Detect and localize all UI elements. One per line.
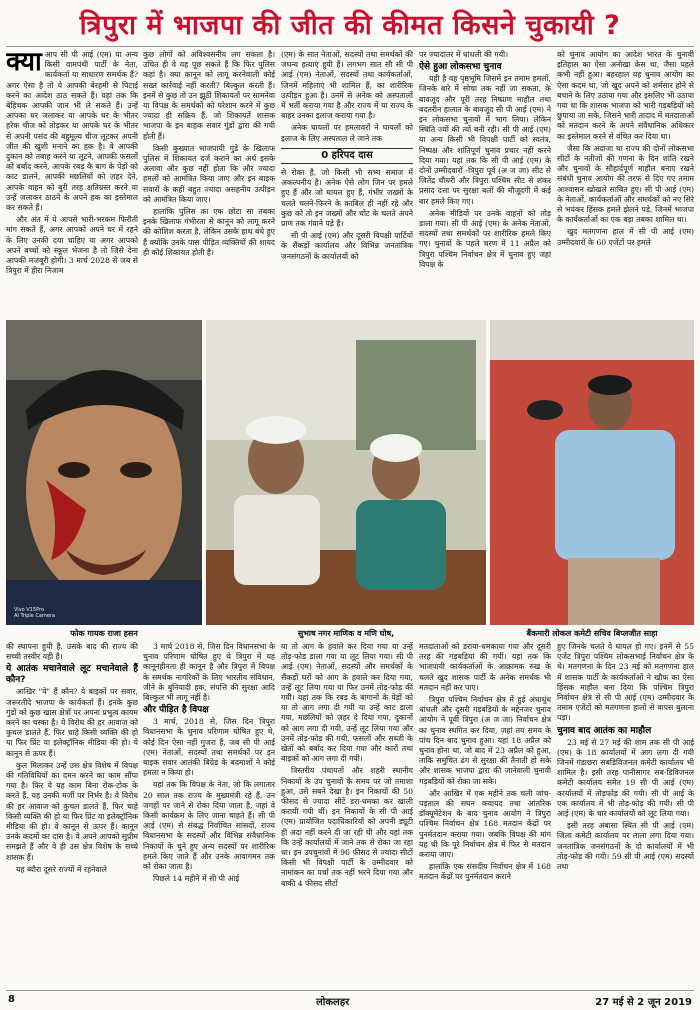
publication-name: लोकलहर	[316, 997, 350, 1008]
article-column-2	[143, 50, 275, 312]
camera-watermark: Vivo V15Pro AI Triple Camera	[14, 607, 56, 619]
paragraph: अनेक घायलों पर हमलावरों ने घायलों को इलाज के लिए अस्पताल ले जाने तक	[281, 123, 413, 143]
paragraph: जैसा कि अंदाजा था राज्य की दोनों लोकसभा सीटों के नतीजों की गणना के दिन शांति रखने और चुनावों के सौहार्दपूर्ण माहौल बनाए रखने संबंधी चुनाव आयोग की तरफ से दिए गए तमाम आश्वासन खोखले साबित हुए। सी पी आई (एम) के नेताओं, कार्यकर्ताओं और समर्थकों को नए सिरे से भयंकर हिंसक हमले झेलने पड़े, जिनमें भाजपा के कार्यकर्ताओं का एक बड़ा तबका शामिल था।	[557, 143, 694, 225]
photo-subhash-nagar	[206, 320, 486, 625]
photo-local-committee-secretary	[490, 320, 694, 625]
headline-rule	[6, 46, 694, 47]
paragraph: हालांकि पुलिस का एक छोटा सा तबका इनके खिलाफ गंभीरता से कानून को लागू करने की कोशिश करता है, लेकिन उसके हाथ बंधे हुए हैं क्योंकि उनके पास पीड़ित व्यक्तियों की शायद ही कोई शिकायत होती है।	[143, 207, 275, 257]
caption-folk-singer: फोक गायक राजा हसन	[70, 629, 138, 638]
photo-folk-singer	[6, 320, 202, 625]
paragraph: की स्थापना हुयी है, उसके बाद की राज्य की सच्ची तस्वीर यही है।	[6, 642, 138, 662]
paragraph: से रोका है, जो किसी भी सभ्य समाज में अकल्पनीय है। अनेक ऐसे लोग जिन पर हमले हुए हैं और जो घायल हुए हैं, गंभीर जख्मों के चलते चलने-फिरने के काबिल ही नहीं रहे और कुछ को तो इन जख्मों और चोट के चलते अपने प्राण तक गंवाने पड़े हैं।	[281, 168, 413, 229]
paragraph: या तो आग के हवाले कर दिया गया या उन्हें तोड़-फोड़ डाला गया या लूट लिया गया। सी पी आई (एम) नेताओं, सदस्यों और समर्थकों के सैंकड़ों घरों को आग के हवाले कर दिया गया, उन्हें लूट लिया गया या फिर उनमें तोड़-फोड़ की गयी। यहां तक कि रबड़ के बागानों के पेड़ों को या तो आग लगा दी गयी या उन्हें काट डाला गया, मछलियों को ज़हर दे दिया गया, दुकानों को आग लगा दी गयी, उन्हें लूट लिया गया और उनमें तोड़-फोड़ की गयी, फसलों और सब्जी के खेतों को बर्बाद कर दिया गया और कारों तथा बाइकों को आग लगा दी गयी।	[281, 642, 413, 764]
author-byline: 0 हरिपद दास	[281, 148, 413, 164]
dropcap: क्या	[6, 50, 42, 77]
article-column-1	[6, 50, 138, 312]
paragraph: मतदाताओं को डराया-धमकाया गया और दूसरी तरह की गड़बड़ियां की गयीं। यहां तक कि भाजपायी कार्यकर्ताओं के आक्रामक रुख के चलते खुद शासक पार्टी के अनेक समर्थक भी मतदान नहीं कर पाए।	[419, 642, 551, 692]
subheading: ये आतंक मचानेवाले लूट मचानेवाले हैं कौन?	[6, 664, 138, 686]
article-column-4	[419, 50, 551, 312]
paragraph: 3 मार्च 2018 से, जिस दिन विधानसभा के चुनाव परिणाम घोषित हुए थे त्रिपुरा में यह कानूनहीनता ही कानून है और त्रिपुरा में विपक्ष के समर्थक नागरिकों के लिए भारतीय संविधान, जीने के बुनियादी हक, संपत्ति की सुरक्षा आदि बिल्कुल भी लागू नहीं है।	[143, 642, 275, 703]
paragraph: और आखिर में एक महीने तक चली जांच-पड़ताल की सघन कवायद तथा आंतरिक डॉक्यूमेंटेशन के बाद चुनाव आयोग ने त्रिपुरा पश्चिम निर्वाचन क्षेत्र 168 मतदान केंद्रों पर पुनर्मतदान कराया गया। जबकि विपक्ष की मांग यह थी कि पूरे निर्वाचन क्षेत्र में फिर से मतदान कराया जाए।	[419, 788, 551, 860]
caption-subhash-nagar: सुभाष नगर माणिक व मणि घोष,	[297, 629, 395, 638]
article-column-8	[281, 642, 413, 988]
paragraph: यहां तक कि विपक्ष के नेता, जो कि लगातार 20 साल तक राज्य के मुख्यमंत्री रहे हैं, उन जगहों पर जाने से रोका दिया जाता है, जहां वे किसी कार्यक्रम के लिए जाना चाहते हैं। सी पी आई (एम) से संबद्ध निर्वाचित सांसदों, राज्य विधानसभा के सदस्यों और विभिन्न संवैधानिक निकायों के चुने हुए अन्य सदस्यों पर शारीरिक हमले किए जाते हैं और उनके आवागमन तक को रोका जाता है।	[143, 780, 275, 872]
paragraph: आखिर "ये" हैं कौन? ये बाइकों पर सवार, जरूरतीदे भाजपा के कार्यकर्ता हैं। इनके कुछ गुंडों को कुछ खास क्षेत्रों पर अपना प्रभुत्व कायम करने का चस्का है। ये विरोध की हर आवाज को कुचल डालते हैं, फिर चाहे किसी व्यक्ति की हो या फिर प्रिंट या इलेक्ट्रॉनिक मीडिया की हो। ये कानून से ऊपर हैं।	[6, 687, 138, 758]
paragraph: (एम) के सात नेताओं, सदस्यों तथा समर्थकों की जघन्य हत्याएं हुयी हैं। लगभग सात सौ सी पी आई (एम) नेताओं, सदस्यों तथा कार्यकर्ताओं, जिनमें महिलाएं भी शामिल हैं, का शारीरिक उत्पीड़न हुआ है। उनमें से अनेक को अस्पतालों में भर्ती कराया गया है और राज्य में या राज्य के बाहर उनका इलाज कराया गया है।	[281, 50, 413, 121]
paragraph: सी पी आई (एम) और दूसरी विपक्षी पार्टियों के सैंकड़ों कार्यालय और विभिन्न जनतांत्रिक जनसंगठनों के कार्यालयों को	[281, 231, 413, 261]
paragraph: को चुनाव आयोग का आदेश भारत के चुनावी इतिहास का ऐसा अनोखा केस था, जैसा पहले कभी नहीं हुआ। बहरहाल यह चुनाव आयोग का ऐसा कदम था, जो खुद अपने को शर्मसार होने से बचाने के लिए उठाया गया और इसलिए भी उठाया गया था कि शासक भाजपा को भारी गड़बड़ियों को छुपाया जा सके, जिसने भारी तादाद में मतदाताओं को मतदान करने के अपने संवैधानिक अधिकार का इस्तेमाल करने से वंचित कर दिया था।	[557, 50, 694, 141]
paragraph: 23 मई से 27 मई की शाम तक सी पी आई (एम) के 18 कार्यालयों में आग लगा दी गयी जिनमें गंडाछरा सबडिविजनल कमेटी कार्यालय भी शामिल है। इसी तरह पानीसागर सब-डिविजनल कमेटी कार्यालय समेत 19 सी पी आई (एम) कार्यालयों में तोड़फोड़ की गयी। सी पी आई के एक कार्यालय में भी तोड़-फोड़ की गयी। सी पी आई (एम) के चार कार्यालयों को लूट लिया गया।	[557, 737, 694, 819]
paragraph: हालांकि एक संसदीय निर्वाचन क्षेत्र में 168 मतदान केंद्रों पर पुनर्मतदान कराने	[419, 862, 551, 882]
paragraph: कुछ लोगों को अविश्वसनीय लग सकता है। उचित ही वे यह पूछ सकते हैं कि फिर पुलिस कहां है। क्या कानून को लागू करनेवाली कोई सख्त कार्रवाई नहीं करती? बिल्कुल करती हैं। इनमें से कुछ तो उन झूठी शिकायतों पर सामनेवा या विपक्ष के समर्थकों को परेशान करने में कुछ ज्यादा ही सक्रिय हैं, जो शिकायतें शासक भाजपा के इन बाहक सवार गुंडों द्वारा की गयी होती हैं।	[143, 50, 275, 141]
paragraph: 3 मार्च, 2018 से, जिस दिन त्रिपुरा विधानसभा के चुनाव परिणाम घोषित हुए थे, कोई दिन ऐसा नहीं गुजरा है, जब सी पी आई (एम) नेताओं, सदस्यों तथा समर्थकों पर इन बाइक सवार आतंकी बिग्रेड के बदमाशों ने कोई हमला न किया हो।	[143, 717, 275, 778]
paragraph: त्रिपुरा पश्चिम निर्वाचन क्षेत्र में हुई अंधाधुंध धांधली और दूसरी गड़बड़ियों के मद्देनजर चुनाव आयोग ने पूर्वी त्रिपुरा (अ ज जा) निर्वाचन क्षेत्र का चुनाव स्थगित कर दिया, जहां तय समय के पांच दिन बाद चुनाव हुआ। यहां 18 अप्रैल को चुनाव होना था, जो बाद में 23 अप्रैल को हुआ, ताकि समुचित ढंग से सुरक्षा की तैनाती हो सके और शासक भाजपा द्वारा की जानेवाली चुनावी गड़बड़ियों को रोका जा सके।	[419, 695, 551, 786]
page-number: 8	[8, 994, 15, 1005]
issue-date: 27 मई से 2 जून 2019	[595, 997, 692, 1008]
article-column-10	[557, 642, 694, 988]
article-column-7	[143, 642, 275, 988]
article-column-5	[557, 50, 694, 312]
paragraph: पर ज्यादातर में धांधली की गयी।	[419, 50, 509, 59]
paragraph: इसी तरह अंबासा स्थित सी पी आई (एम) जिला कमेटी कार्यालय पर ताला लगा दिया गया। जनतांत्रिक जनसंगठनों के दो कार्यालयों में भी तोड़-फोड़ की गयी। 59 सी पी आई (एम) सदस्यों तथा	[557, 821, 694, 872]
paragraph: कुल मिलाकर उन्हें उस क्षेत्र विशेष में विपक्ष की गतिविधियों का दमन करने का काम सौंपा गया है। फिर ये यह काम बिना रोक-टोक के करते हैं, यह उनकी मर्जी पर निर्भर है। वे विरोध की हर आवाज को कुचल डालते हैं, फिर चाहे किसी व्यक्ति की हो या फिर प्रिंट या इलेक्ट्रॉनिक मीडिया की हो। वे कानून से ऊपर हैं। कानून उनके कदमों का दास है। वे अपने आपको सुप्रीम समझते हैं और वे ही उस क्षेत्र विशेष के सच्चे शासक हैं।	[6, 760, 138, 862]
paragraph: अनेक मीडियों पर उनके वाहनों को तोड़ डाला गया। सी पी आई (एम) के अनेक नेताओं, सदस्यों तथा समर्थकों पर शारीरिक हमले किए गए। चुनावों के पहले चरण में 11 अप्रैल को त्रिपुरा पश्चिम निर्वाचन क्षेत्र में चुनाव हुए जहां विपक्ष के	[419, 208, 551, 269]
paragraph: और अंत में ये आपसे भारी-भरकम फिरौती मांग सकते हैं, अगर आपको अपने घर में रहने के लिए उनकी दया चाहिए या अगर आपको अपने बच्चों को स्कूल भेजना है तो जिसे देना आपकी मजबूरी होगी। 3 मार्च 2028 से जब से त्रिपुरा में हीरा निजाम	[6, 215, 138, 276]
subheading: ऐसे हुआ लोकसभा चुनाव	[419, 62, 502, 73]
page-footer	[0, 992, 700, 1010]
paragraph: पिछले 14 महीने में सी पी आई	[153, 874, 240, 884]
article-column-3	[281, 50, 413, 312]
paragraph: खुद मतगणना हाल में सी पी आई (एम) उम्मीदवारों के 60 एजेंटों पर हमले	[557, 227, 694, 247]
footer-rule	[6, 990, 694, 991]
paragraph: हुए जिनके चलते वे घायल हो गए। इनमें से 55 एजेंट त्रिपुरा पश्चिम लोकसभाई निर्वाचन क्षेत्र के थे। मतगणना के दिन 23 मई को मतगणना हाल में शासक पार्टी के कार्यकर्ताओं ने खौफ का ऐसा हिंसक माहौल बना दिया कि पश्चिम त्रिपुरा निर्वाचन क्षेत्र से सी पी आई (एम) उम्मीदवार के तमाम एजेंटों को मतगणना हालों से वापस बुलाना पड़ा।	[557, 642, 694, 723]
subheading: चुनाव बाद आतंक का माहौल	[557, 725, 652, 736]
paragraph: क्या आप सी पी आई (एम) या अन्य किसी वामपंथी पार्टी के नेता, कार्यकर्ता या साधारण समर्थक हैं? अगर ऐसा है तो ये आपकी बेरहमी से पिटाई करने का आदेश ठाठ सकते हैं। यहां तक कि बेहिचक आपकी जान भी ले सकते हैं। उन्हें आपका घर जलाकर या आपके घर के भीतर हरेक चीज को तोड़कर या आपके घर के भीतर से अपनी पसंद की बहुमूल्य चीज लूटकर अपनी जीत की खुशी मनाने का हक है। वे आपकी दुकान को तबाह करने या लूटने, आपकी फसलों को बर्बाद करने, आपके रबड़ के बाग के पेड़ों को काट डालने, आपकी मछलियों को ज़हर देने, आपके वाहन को बुरी तरह क्षतिग्रस्त करने या उन्हें जलाकर ठाठने के अपने हक का इस्तेमाल कर सकते हैं।	[6, 50, 138, 213]
paragraph: किसी कुख्यात भाजपायी गुंडे के खिलाफ पुलिस में शिकायत दर्ज कराने का अर्थ इसके अलावा और कुछ नहीं होता कि और ज्यादा हमलों को आमंत्रित किया जाए और इन बाइक सवारों के कहीं बहुत ज्यादा असहनीय उत्पीड़न को आमंत्रित किया जाए।	[143, 143, 275, 204]
paragraph: त्रिस्तरीय पंचायतों और शहरी स्थानीय निकायों के उप चुनावों के समय पर जो तमाशा हुआ, उसे सबने देखा है। इन निकायों की 50 फीसद से ज्यादा सीटें डरा-धमका कर खाली करायी गयी थीं। इन निकायों के सी पी आई (एम) प्रायोजित पदाधिकारियों को अपनी ड्यूटी ही अदा नहीं करने दी जा रही थी और यहां तक कि उन्हें कार्यालयों में जाने तक से रोका जा रहा था। इन उपचुनावों में 96 फीसद से ज्यादा सीटों किसी भी विपक्षी पार्टी के उम्मीदवार को नामांकन का पर्चा तक नहीं भरने दिया गया और बाकी 4 फीसद सीटों	[281, 766, 413, 888]
headline: त्रिपुरा में भाजपा की जीत की कीमत किसने चुकायी ?	[79, 9, 621, 41]
subheading: और पीड़ित है विपक्ष	[143, 705, 209, 716]
article-column-9	[419, 642, 551, 988]
paragraph: यही है वह पृष्ठभूमि जिसमें इन तमाम हमलों, जिनके बारे में सोचा तक नहीं जा सकता, के बावजूद और पूरी तरह निष्प्राण माहौल तथा बदतरीन हालात के बावजूद सी पी आई (एम) ने इन लोकसभा चुनावों में भाग लिया। लेकिन स्थिति ज्यों की त्यों बनी रही। सी पी आई (एम) या अन्य किसी भी विपक्षी पार्टी को स्वतंत्र, निष्पक्ष और शांतिपूर्ण चुनाव प्रचार नहीं करने दिया गया। यहां तक कि सी पी आई (एम) के दोनों उम्मीदवारों -त्रिपुरा पूर्व (अ ज जा) सीट से जितेंद्र चौधरी और त्रिपुरा पश्चिम सीट से शंकर प्रसाद दत्ता पर सुरक्षा बलों की मौजूदगी में कई बार हमले किए गए।	[419, 74, 551, 206]
injured-couple-photo	[206, 320, 486, 625]
injured-secretary-photo	[490, 320, 694, 625]
paragraph: यह ब्यौरा दूसरे राज्यों में रहनेवाले	[16, 864, 107, 874]
injured-man-portrait	[6, 320, 202, 625]
article-column-6	[6, 642, 138, 988]
caption-local-committee-secretary: बैंकमारी लोकल कमेटी सचिव बिप्लजीत साहा	[526, 629, 658, 638]
